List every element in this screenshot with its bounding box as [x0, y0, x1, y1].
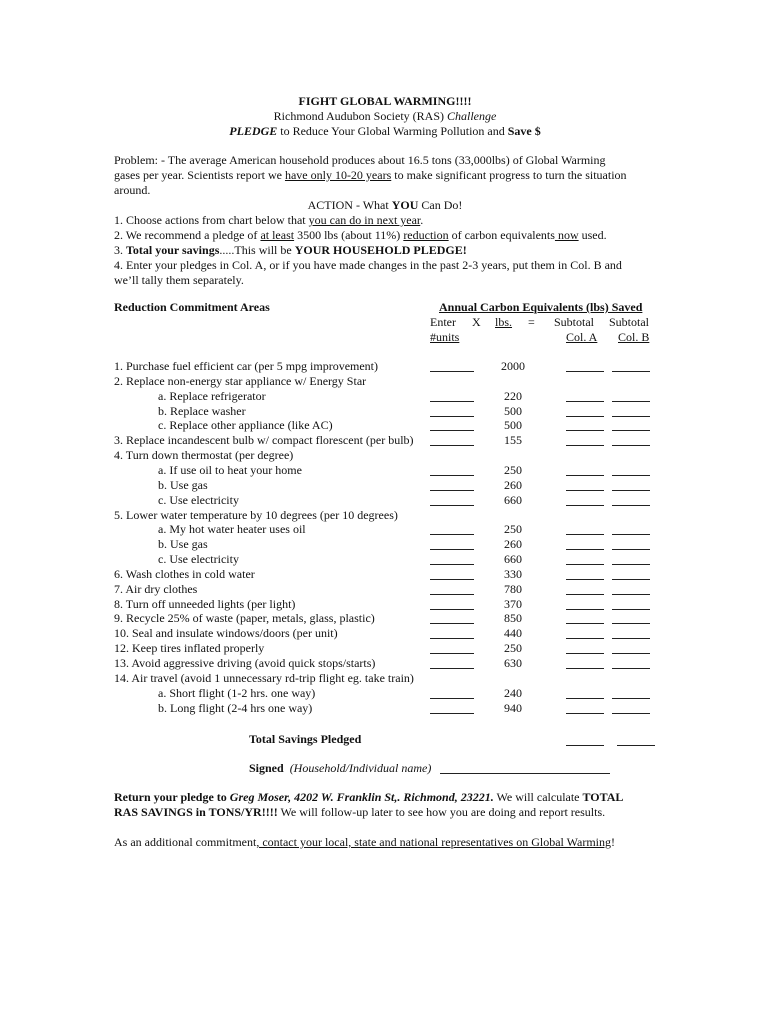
header-subtotal-b: Subtotal — [609, 315, 650, 329]
col-b-field[interactable] — [612, 698, 650, 699]
col-a-field[interactable] — [566, 549, 604, 550]
lbs-value: 660 — [504, 552, 522, 566]
total-col-a-field[interactable] — [566, 745, 604, 746]
col-a-field[interactable] — [566, 713, 604, 714]
step-1-end: . — [420, 213, 424, 227]
col-a-field[interactable] — [566, 475, 604, 476]
col-a-field[interactable] — [566, 653, 604, 654]
col-b-field[interactable] — [612, 475, 650, 476]
units-field[interactable] — [430, 401, 474, 402]
step-2-end: used. — [578, 228, 607, 242]
lbs-value: 155 — [504, 433, 522, 447]
row-label: 6. Wash clothes in cold water — [114, 567, 255, 581]
pledge-save: Save $ — [507, 124, 541, 138]
units-field[interactable] — [430, 653, 474, 654]
col-b-field[interactable] — [612, 445, 650, 446]
signed-line — [249, 761, 431, 776]
row-label: a. Short flight (1-2 hrs. one way) — [158, 686, 316, 700]
step-1-emphasis: you can do in next year — [308, 213, 421, 227]
col-b-field[interactable] — [612, 416, 650, 417]
problem-line-3: around. — [114, 183, 151, 197]
return-ras-savings: RAS SAVINGS in TONS/YR!!!! — [114, 805, 278, 819]
units-field[interactable] — [430, 534, 474, 535]
step-2-now: now — [554, 228, 579, 242]
lbs-value: 330 — [504, 567, 522, 581]
row-label: b. Use gas — [158, 537, 208, 551]
row-label: 7. Air dry clothes — [114, 582, 198, 596]
lbs-value: 250 — [504, 641, 522, 655]
col-b-field[interactable] — [612, 564, 650, 565]
units-field[interactable] — [430, 638, 474, 639]
step-1-text: 1. Choose actions from chart below that — [114, 213, 309, 227]
col-b-field[interactable] — [612, 653, 650, 654]
step-4-line-2: we’ll tally them separately. — [114, 273, 244, 287]
units-field[interactable] — [430, 475, 474, 476]
return-address: Greg Moser, 4202 W. Franklin St,. Richmond, 23221. — [229, 790, 494, 804]
lbs-value: 660 — [504, 493, 522, 507]
col-b-field[interactable] — [612, 638, 650, 639]
lbs-value: 440 — [504, 626, 522, 640]
col-a-field[interactable] — [566, 698, 604, 699]
step-1 — [114, 213, 423, 228]
step-4-line-1: 4. Enter your pledges in Col. A, or if you have made changes in the past 2-3 years, put them in Col. B and — [114, 258, 622, 272]
col-a-field[interactable] — [566, 638, 604, 639]
col-b-field[interactable] — [612, 371, 650, 372]
units-field[interactable] — [430, 430, 474, 431]
lbs-value: 250 — [504, 463, 522, 477]
header-col-a: Col. A — [566, 330, 598, 344]
step-2-reduction: reduction — [403, 228, 449, 242]
step-3-bold2: YOUR HOUSEHOLD PLEDGE! — [294, 243, 467, 257]
step-2-text: 2. We recommend a pledge of — [114, 228, 261, 242]
row-label: b. Replace washer — [158, 404, 246, 418]
lbs-value: 260 — [504, 537, 522, 551]
step-3-num: 3. — [114, 243, 126, 257]
header-lbs: lbs. — [495, 315, 513, 329]
col-b-field[interactable] — [612, 534, 650, 535]
col-a-field[interactable] — [566, 401, 604, 402]
table-header-right: Annual Carbon Equivalents (lbs) Saved — [439, 300, 643, 314]
action-you: YOU — [391, 198, 419, 212]
pledge-mid: to Reduce Your Global Warming Pollution and — [277, 124, 508, 138]
signed-hint: (Household/Individual name) — [289, 761, 432, 775]
step-2-mid: 3500 lbs (about 11%) — [294, 228, 404, 242]
row-label: 2. Replace non-energy star appliance w/ Energy Star — [114, 374, 367, 388]
additional-pre: As an additional commitment — [114, 835, 257, 849]
lbs-value: 940 — [504, 701, 522, 715]
col-a-field[interactable] — [566, 668, 604, 669]
table-header-left: Reduction Commitment Areas — [114, 300, 270, 314]
header-x: X — [472, 315, 481, 329]
units-field[interactable] — [430, 609, 474, 610]
col-a-field[interactable] — [566, 445, 604, 446]
action-pre: ACTION - What — [307, 198, 392, 212]
lbs-value: 500 — [504, 418, 522, 432]
additional-link-text: , contact your local, state and national representatives on Global Warming — [256, 835, 612, 849]
problem-line-1: Problem: - The average American household produces about 16.5 tons (33,000lbs) of Global Warming — [114, 153, 606, 167]
row-label: 4. Turn down thermostat (per degree) — [114, 448, 294, 462]
lbs-value: 500 — [504, 404, 522, 418]
return-total: TOTAL — [582, 790, 624, 804]
pledge-line — [0, 124, 770, 139]
col-b-field[interactable] — [612, 505, 650, 506]
lbs-value: 250 — [504, 522, 522, 536]
row-label: a. If use oil to heat your home — [158, 463, 302, 477]
col-b-field[interactable] — [612, 490, 650, 491]
col-a-field[interactable] — [566, 371, 604, 372]
problem-text: gases per year. Scientists report we — [114, 168, 285, 182]
row-label: 5. Lower water temperature by 10 degrees (per 10 degrees) — [114, 508, 398, 522]
col-b-field[interactable] — [612, 668, 650, 669]
row-label: 10. Seal and insulate windows/doors (per unit) — [114, 626, 338, 640]
header-col-b: Col. B — [618, 330, 650, 344]
pledge-word: PLEDGE — [229, 124, 278, 138]
row-label: 3. Replace incandescent bulb w/ compact florescent (per bulb) — [114, 433, 414, 447]
problem-emphasis: have only 10-20 years — [284, 168, 392, 182]
problem-text-end: to make significant progress to turn the situation — [391, 168, 627, 182]
col-a-field[interactable] — [566, 430, 604, 431]
units-field[interactable] — [430, 490, 474, 491]
header-units: #units — [430, 330, 460, 344]
col-a-field[interactable] — [566, 416, 604, 417]
units-field[interactable] — [430, 713, 474, 714]
row-label: a. My hot water heater uses oil — [158, 522, 306, 536]
signed-label: Signed — [249, 761, 284, 775]
col-a-field[interactable] — [566, 564, 604, 565]
row-label: b. Long flight (2-4 hrs one way) — [158, 701, 313, 715]
units-field[interactable] — [430, 698, 474, 699]
col-a-field[interactable] — [566, 623, 604, 624]
subtitle-org: Richmond Audubon Society (RAS) — [273, 109, 447, 123]
subtitle-challenge: Challenge — [447, 109, 497, 123]
row-label: 12. Keep tires inflated properly — [114, 641, 265, 655]
additional-end: ! — [611, 835, 616, 849]
step-3 — [114, 243, 467, 258]
lbs-value: 220 — [504, 389, 522, 403]
row-label: b. Use gas — [158, 478, 208, 492]
action-post: Can Do! — [418, 198, 463, 212]
lbs-value: 780 — [504, 582, 522, 596]
units-field[interactable] — [430, 564, 474, 565]
col-a-field[interactable] — [566, 490, 604, 491]
col-a-field[interactable] — [566, 609, 604, 610]
return-mid: We will calculate — [493, 790, 583, 804]
return-line-1 — [114, 790, 623, 805]
row-label: 8. Turn off unneeded lights (per light) — [114, 597, 296, 611]
col-b-field[interactable] — [612, 579, 650, 580]
step-3-bold: Total your savings — [126, 243, 220, 257]
row-label: 14. Air travel (avoid 1 unnecessary rd-trip flight eg. take train) — [114, 671, 414, 685]
col-a-field[interactable] — [566, 534, 604, 535]
units-field[interactable] — [430, 371, 474, 372]
row-label: c. Replace other appliance (like AC) — [158, 418, 333, 432]
lbs-value: 370 — [504, 597, 522, 611]
additional-commitment — [114, 835, 615, 850]
page-title: FIGHT GLOBAL WARMING!!!! — [298, 94, 472, 108]
return-label: Return your pledge to — [114, 790, 230, 804]
col-a-field[interactable] — [566, 579, 604, 580]
col-a-field[interactable] — [566, 505, 604, 506]
col-b-field[interactable] — [612, 713, 650, 714]
row-label: 9. Recycle 25% of waste (paper, metals, glass, plastic) — [114, 611, 375, 625]
return-line-2 — [114, 805, 605, 820]
units-field[interactable] — [430, 594, 474, 595]
units-field[interactable] — [430, 623, 474, 624]
lbs-value: 2000 — [501, 359, 525, 373]
row-label: c. Use electricity — [158, 493, 239, 507]
units-field[interactable] — [430, 668, 474, 669]
col-b-field[interactable] — [612, 549, 650, 550]
signature-field[interactable] — [440, 773, 610, 774]
lbs-value: 630 — [504, 656, 522, 670]
col-b-field[interactable] — [612, 401, 650, 402]
units-field[interactable] — [430, 579, 474, 580]
step-2 — [114, 228, 607, 243]
step-2-mid2: of carbon equivalents — [448, 228, 555, 242]
header-subtotal-a: Subtotal — [554, 315, 595, 329]
step-3-mid: .....This will be — [219, 243, 295, 257]
row-label: 1. Purchase fuel efficient car (per 5 mpg improvement) — [114, 359, 379, 373]
header-enter: Enter — [430, 315, 456, 329]
col-b-field[interactable] — [612, 430, 650, 431]
subtitle — [0, 109, 770, 124]
header-eq: = — [528, 315, 535, 329]
return-followup: We will follow-up later to see how you are doing and report results. — [277, 805, 606, 819]
row-label: 13. Avoid aggressive driving (avoid quick stops/starts) — [114, 656, 376, 670]
problem-line-2 — [114, 168, 627, 183]
units-field[interactable] — [430, 445, 474, 446]
lbs-value: 850 — [504, 611, 522, 625]
col-a-field[interactable] — [566, 594, 604, 595]
col-b-field[interactable] — [612, 623, 650, 624]
col-b-field[interactable] — [612, 609, 650, 610]
total-col-b-field[interactable] — [617, 745, 655, 746]
col-b-field[interactable] — [612, 594, 650, 595]
row-label: c. Use electricity — [158, 552, 239, 566]
units-field[interactable] — [430, 505, 474, 506]
total-savings-label: Total Savings Pledged — [249, 732, 362, 746]
row-label: a. Replace refrigerator — [158, 389, 266, 403]
step-2-at-least: at least — [260, 228, 295, 242]
units-field[interactable] — [430, 416, 474, 417]
lbs-value: 260 — [504, 478, 522, 492]
units-field[interactable] — [430, 549, 474, 550]
action-heading — [0, 198, 770, 213]
lbs-value: 240 — [504, 686, 522, 700]
